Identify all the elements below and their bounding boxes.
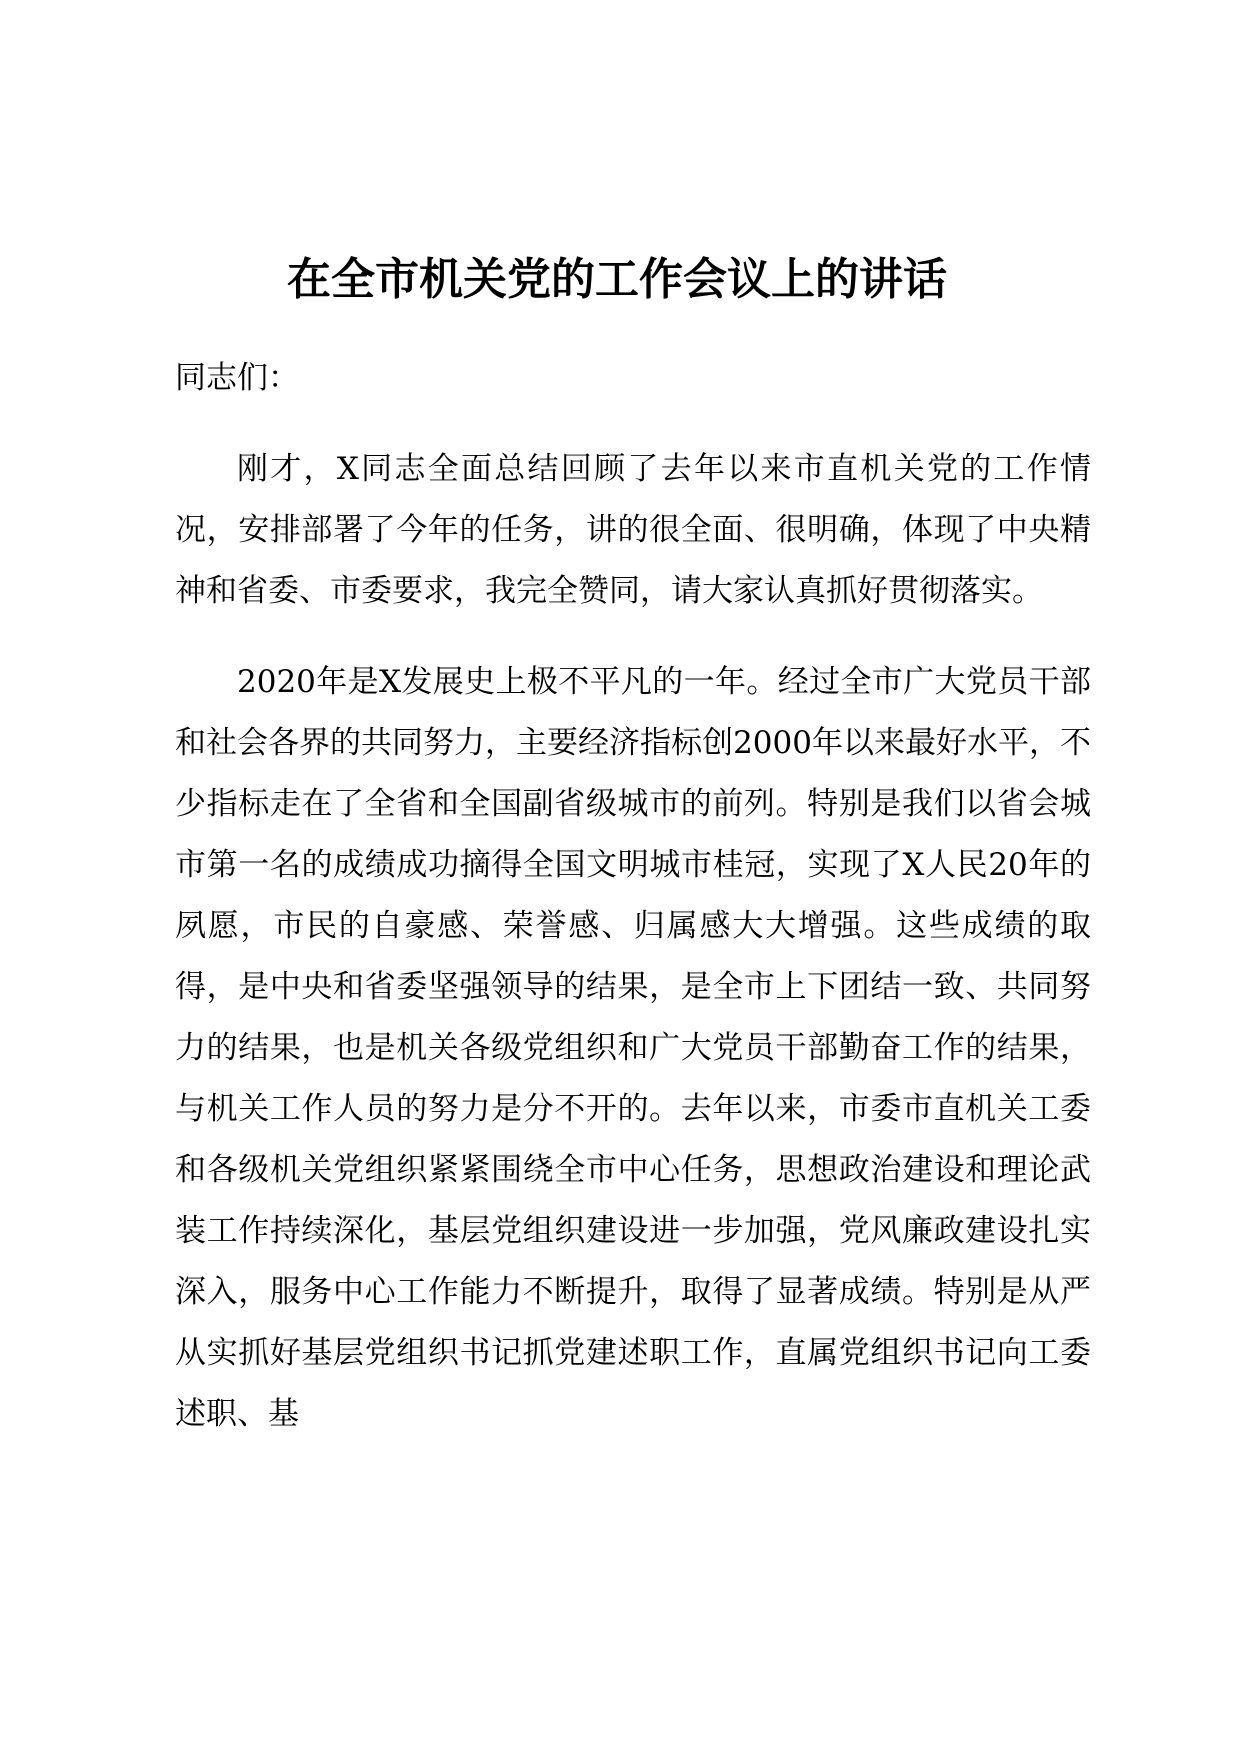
document-title: 在全市机关党的工作会议上的讲话 [287,254,947,305]
paragraph-1: 刚才，X同志全面总结回顾了去年以来市直机关党的工作情况，安排部署了今年的任务，讲的很全面、很明确，体现了中央精神和省委、市委要求，我完全赞同，请大家认真抓好贯彻落实。 [175,451,1091,609]
document-body [175,348,1091,1445]
salutation: 同志们： [175,360,299,396]
paragraph-2: 2020年是X发展史上极不平凡的一年。经过全市广大党员干部和社会各界的共同努力，主要经济指标创2000年以来最好水平，不少指标走在了全省和全国副省级城市的前列。特别是我们以省会城市第一名的成绩成功摘得全国文明城市桂冠，实现了X人民20年的夙愿，市民的自豪感、荣誉感、归属感大大增强。这些成绩的取得，是中央和省委坚强领导的结果，是全市上下团结一致、共同努力的结果，也是机关各级党组织和广大党员干部勤奋工作的结果，与机关工作人员的努力是分不开的。去年以来，市委市直机关工委和各级机关党组织紧紧围绕全市中心任务，思想政治建设和理论武装工作持续深化，基层党组织建设进一步加强，党风廉政建设扎实深入，服务中心工作能力不断提升，取得了显著成绩。特别是从严从实抓好基层党组织书记抓党建述职工作，直属党组织书记向工委述职、基 [175,664,1091,1432]
